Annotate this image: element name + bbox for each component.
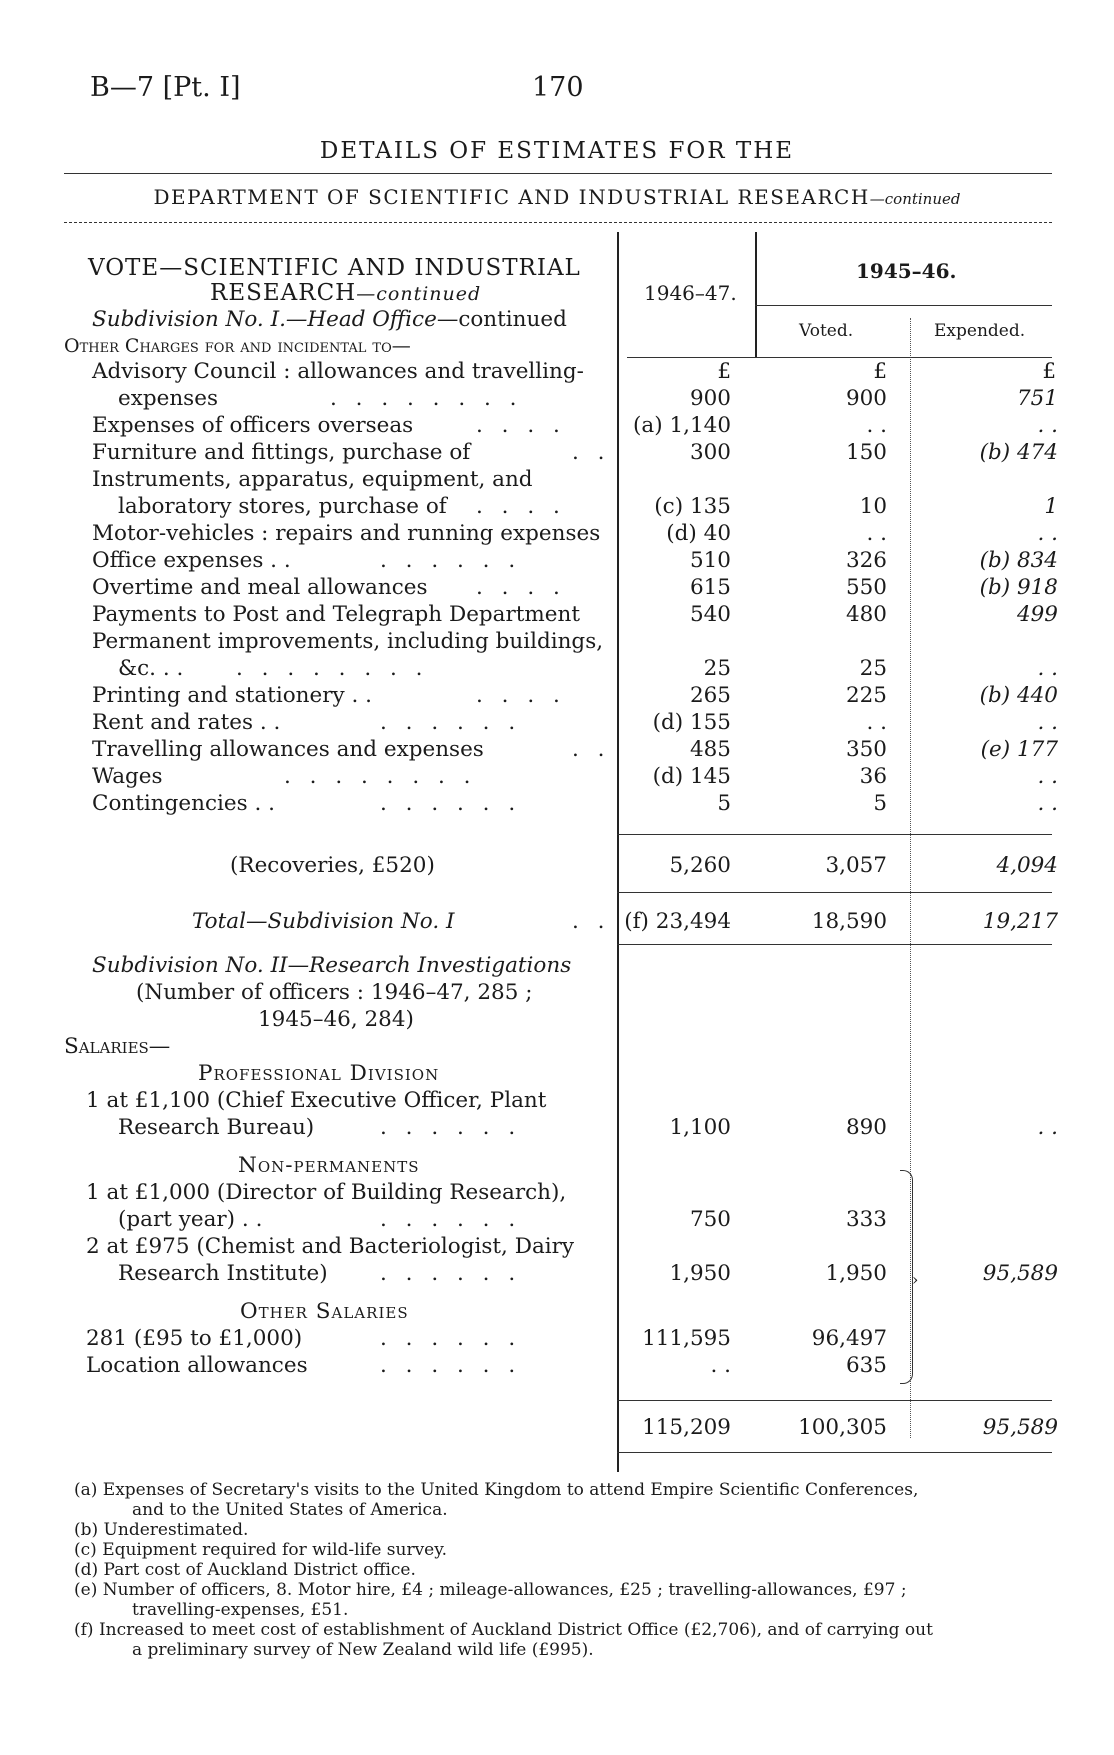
leader-dots: . . . . [476,683,566,708]
value-1946: (d) 145 [652,764,731,789]
leader-dots: . . . . . . [380,1115,522,1140]
value-voted: . . [866,521,887,546]
row-label: Research Bureau) [118,1115,315,1140]
leader-dots: . . [572,737,611,762]
value-1946: (a) 1,140 [633,413,731,438]
value-expended: (b) 440 [979,683,1058,708]
page-number: 170 [532,72,584,103]
value-voted: 333 [845,1207,887,1232]
row-label: Motor-vehicles : repairs and running expenses [92,521,601,546]
other-salaries-heading: Other Salaries [240,1299,409,1324]
value-1946: (d) 155 [652,710,731,735]
value-expended: 499 [1016,602,1058,627]
recoveries-1946: 5,260 [669,853,731,878]
value-expended: (e) 177 [980,737,1058,762]
value-expended: . . [1037,791,1058,816]
leader-dots: . . . . . . [380,1261,522,1286]
value-voted: 550 [845,575,887,600]
row-label: expenses [118,386,218,411]
subdivision-heading: Subdivision No. I.—Head Office—continued [92,307,567,332]
row-label: Payments to Post and Telegraph Department [92,602,581,627]
value-voted: 225 [845,683,887,708]
sum-bottom-rule [617,1452,1052,1453]
page-subtitle: DEPARTMENT OF SCIENTIFIC AND INDUSTRIAL RESEARCH—continued [153,185,961,209]
row-label: (part year) . . [118,1207,263,1232]
value-voted: 900 [845,386,887,411]
row-label: Permanent improvements, including buildings, [92,629,604,654]
leader-dots: . . . . . . . . [284,764,477,789]
value-1946: 25 [703,656,731,681]
leader-dots: . . . . . . [380,548,522,573]
column-divider-1 [617,232,619,1472]
vote-heading-line2: RESEARCH—continued [210,280,482,306]
value-1946: 900 [689,386,731,411]
row-label: Instruments, apparatus, equipment, and [92,467,533,492]
column-header-expended: Expended. [934,321,1026,341]
row-label: Wages [92,764,163,789]
value-voted: . . [866,710,887,735]
value-expended: . . [1037,764,1058,789]
recoveries-label: (Recoveries, £520) [230,853,435,878]
total-expended: 19,217 [982,909,1058,934]
row-label: 2 at £975 (Chemist and Bacteriologist, Dairy [86,1234,575,1259]
row-label: Advisory Council : allowances and travelling- [92,359,584,384]
row-label: Contingencies . . [92,791,275,816]
leader-dots: . . . . [476,413,566,438]
other-charges-heading: Other Charges for and incidental to— [64,335,411,357]
leader-dots: . . . . . . [380,710,522,735]
row-label: Printing and stationery . . [92,683,372,708]
value-voted: 890 [845,1115,887,1140]
column-header-1945: 1945–46. [856,259,957,283]
row-label: Rent and rates . . [92,710,281,735]
value-voted: 25 [859,656,887,681]
row-label: Travelling allowances and expenses [92,737,484,762]
brace-total-expended: 95,589 [982,1261,1058,1286]
footnote: (c) Equipment required for wild-life survey. [74,1540,447,1560]
professional-division-heading: Professional Division [198,1061,440,1086]
total-bottom-rule [617,944,1052,945]
value-expended: (b) 918 [979,575,1058,600]
header-rule-voted [755,305,1052,306]
total-label: Total—Subdivision No. I [192,909,455,934]
footnote-continuation: travelling-expenses, £51. [132,1600,349,1620]
officers-count: (Number of officers : 1946–47, 285 ; [136,980,533,1005]
column-header-voted: Voted. [799,321,854,341]
vote-heading: VOTE—SCIENTIFIC AND INDUSTRIAL [88,255,581,281]
leader-dots: . . [572,440,611,465]
value-expended: . . [1037,710,1058,735]
value-1946: (c) 135 [654,494,731,519]
value-1946: 510 [689,548,731,573]
value-expended: (b) 474 [979,440,1058,465]
leader-dots: . . [572,909,611,934]
row-label: laboratory stores, purchase of [118,494,447,519]
value-expended: (b) 834 [979,548,1058,573]
row-label: Location allowances [86,1353,308,1378]
footnote-continuation: and to the United States of America. [132,1500,448,1520]
sum-expended: 95,589 [982,1415,1058,1440]
subtotal-rule [617,834,1052,835]
value-1946: 615 [689,575,731,600]
footnote: (a) Expenses of Secretary's visits to the United Kingdom to attend Empire Scientific Conferences, [74,1480,919,1500]
row-label: 1 at £1,100 (Chief Executive Officer, Plant [86,1088,547,1113]
value-expended: . . [1037,413,1058,438]
row-label: Research Institute) [118,1261,328,1286]
footnote: (e) Number of officers, 8. Motor hire, £4 ; mileage-allowances, £25 ; travelling-allowances, £97 ; [74,1580,907,1600]
value-expended: 751 [1016,386,1058,411]
non-permanents-heading: Non-permanents [238,1153,420,1178]
recoveries-voted: 3,057 [825,853,887,878]
total-1946: (f) 23,494 [624,909,731,934]
value-expended: 1 [1044,494,1058,519]
footnote: (f) Increased to meet cost of establishment of Auckland District Office (£2,706), and of carrying out [74,1620,933,1640]
leader-dots: . . . . . . [380,1353,522,1378]
value-1946: . . [710,1353,731,1378]
salaries-heading: Salaries— [64,1034,171,1059]
page-title: DETAILS OF ESTIMATES FOR THE [319,138,795,164]
sum-rule [617,1400,1052,1401]
value-voted: 635 [845,1353,887,1378]
row-label: 281 (£95 to £1,000) [86,1326,303,1351]
value-1946: 111,595 [642,1326,731,1351]
value-1946: 750 [689,1207,731,1232]
pound-sign-voted: £ [873,359,887,384]
value-1946: (d) 40 [666,521,731,546]
value-1946: 300 [689,440,731,465]
recoveries-expended: 4,094 [996,853,1058,878]
value-1946: 540 [689,602,731,627]
pound-sign-1946: £ [717,359,731,384]
value-voted: 1,950 [825,1261,887,1286]
subtitle-rule [64,222,1052,223]
column-divider-2 [755,232,757,357]
total-voted: 18,590 [811,909,887,934]
value-1946: 1,950 [669,1261,731,1286]
leader-dots: . . . . . . . . [330,386,523,411]
value-voted: 480 [845,602,887,627]
page-reference: B—7 [Pt. I] [90,72,241,103]
officers-count-line2: 1945–46, 284) [258,1007,414,1032]
leader-dots: . . . . . . . . [236,656,429,681]
row-label: 1 at £1,000 (Director of Building Research), [86,1180,567,1205]
footnote: (d) Part cost of Auckland District office. [74,1560,416,1580]
row-label: Overtime and meal allowances [92,575,428,600]
column-header-1946: 1946–47. [644,281,737,305]
row-label: Furniture and fittings, purchase of [92,440,471,465]
row-label: &c. . . [118,656,184,681]
sum-voted: 100,305 [798,1415,887,1440]
value-voted: 150 [845,440,887,465]
leader-dots: . . . . . . [380,1207,522,1232]
value-expended: . . [1037,1115,1058,1140]
value-voted: 5 [873,791,887,816]
value-1946: 265 [689,683,731,708]
value-voted: 36 [859,764,887,789]
value-1946: 5 [717,791,731,816]
value-expended: . . [1037,521,1058,546]
leader-dots: . . . . . . [380,1326,522,1351]
value-1946: 485 [689,737,731,762]
value-voted: 96,497 [811,1326,887,1351]
total-rule [617,892,1052,893]
title-rule [64,173,1052,174]
header-rule [627,357,1052,358]
value-voted: 10 [859,494,887,519]
row-label: Expenses of officers overseas [92,413,414,438]
pound-sign-expended: £ [1042,359,1056,384]
subdivision-2-heading: Subdivision No. II—Research Investigations [92,953,572,978]
value-voted: . . [866,413,887,438]
sum-1946: 115,209 [642,1415,731,1440]
value-expended: . . [1037,656,1058,681]
value-1946: 1,100 [669,1115,731,1140]
value-voted: 326 [845,548,887,573]
footnote-continuation: a preliminary survey of New Zealand wild life (£995). [132,1640,594,1660]
leader-dots: . . . . . . [380,791,522,816]
leader-dots: . . . . [476,575,566,600]
brace-point: › [912,1270,919,1289]
footnote: (b) Underestimated. [74,1520,249,1540]
leader-dots: . . . . [476,494,566,519]
value-voted: 350 [845,737,887,762]
row-label: Office expenses . . [92,548,291,573]
